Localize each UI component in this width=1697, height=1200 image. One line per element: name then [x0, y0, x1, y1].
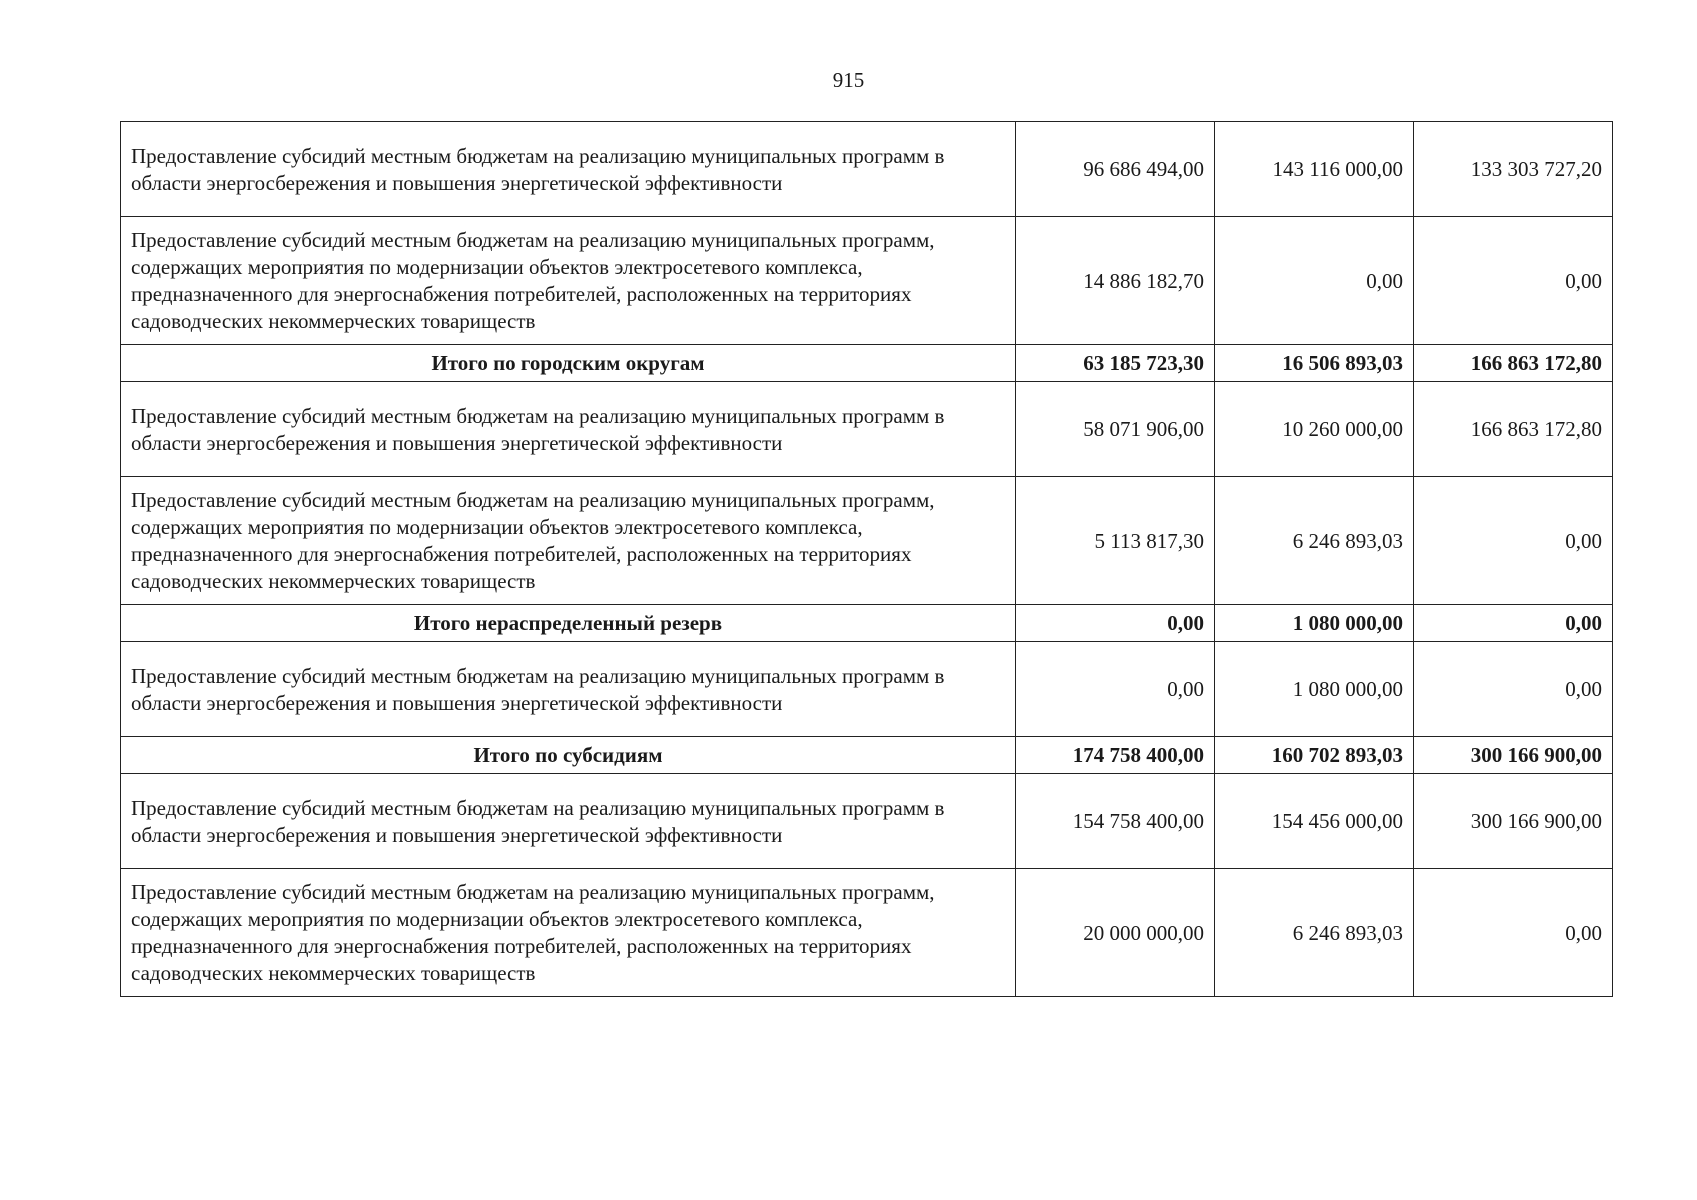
total-label: Итого нераспределенный резерв	[121, 605, 1016, 642]
row-description: Предоставление субсидий местным бюджетам на реализацию муниципальных программ в области энергосбережения и повышения энергетической эффективности	[121, 774, 1016, 869]
row-value-year-2: 10 260 000,00	[1215, 382, 1414, 477]
table-row	[121, 869, 1613, 997]
total-value-year-2: 160 702 893,03	[1215, 737, 1414, 774]
row-value-year-1: 20 000 000,00	[1016, 869, 1215, 997]
row-value-year-1: 0,00	[1016, 642, 1215, 737]
total-value-year-1: 63 185 723,30	[1016, 345, 1215, 382]
row-value-year-2: 6 246 893,03	[1215, 477, 1414, 605]
row-description: Предоставление субсидий местным бюджетам на реализацию муниципальных программ, содержащих мероприятия по модернизации объектов электросетевого комплекса, предназначенного для энергоснабжения потребителей, расположенных на территориях садоводческих некоммерческих товариществ	[121, 477, 1016, 605]
table-row	[121, 217, 1613, 345]
row-value-year-2: 154 456 000,00	[1215, 774, 1414, 869]
table-row	[121, 642, 1613, 737]
row-description: Предоставление субсидий местным бюджетам на реализацию муниципальных программ, содержащих мероприятия по модернизации объектов электросетевого комплекса, предназначенного для энергоснабжения потребителей, расположенных на территориях садоводческих некоммерческих товариществ	[121, 217, 1016, 345]
total-row	[121, 737, 1613, 774]
table-row	[121, 382, 1613, 477]
row-description: Предоставление субсидий местным бюджетам на реализацию муниципальных программ в области энергосбережения и повышения энергетической эффективности	[121, 642, 1016, 737]
row-value-year-3: 166 863 172,80	[1414, 382, 1613, 477]
table-row	[121, 774, 1613, 869]
row-value-year-3: 0,00	[1414, 217, 1613, 345]
table-row	[121, 477, 1613, 605]
total-value-year-3: 166 863 172,80	[1414, 345, 1613, 382]
total-value-year-2: 16 506 893,03	[1215, 345, 1414, 382]
row-value-year-3: 0,00	[1414, 642, 1613, 737]
row-description: Предоставление субсидий местным бюджетам на реализацию муниципальных программ в области энергосбережения и повышения энергетической эффективности	[121, 382, 1016, 477]
row-value-year-1: 14 886 182,70	[1016, 217, 1215, 345]
row-value-year-1: 96 686 494,00	[1016, 122, 1215, 217]
page-number: 915	[832, 68, 865, 92]
row-value-year-2: 0,00	[1215, 217, 1414, 345]
row-value-year-3: 0,00	[1414, 869, 1613, 997]
total-value-year-3: 300 166 900,00	[1414, 737, 1613, 774]
row-value-year-3: 0,00	[1414, 477, 1613, 605]
row-description: Предоставление субсидий местным бюджетам на реализацию муниципальных программ в области энергосбережения и повышения энергетической эффективности	[121, 122, 1016, 217]
row-value-year-3: 133 303 727,20	[1414, 122, 1613, 217]
subsidy-table	[120, 121, 1613, 997]
row-value-year-2: 1 080 000,00	[1215, 642, 1414, 737]
total-row	[121, 605, 1613, 642]
total-row	[121, 345, 1613, 382]
table-row	[121, 122, 1613, 217]
total-value-year-2: 1 080 000,00	[1215, 605, 1414, 642]
row-value-year-3: 300 166 900,00	[1414, 774, 1613, 869]
row-value-year-1: 5 113 817,30	[1016, 477, 1215, 605]
row-value-year-2: 6 246 893,03	[1215, 869, 1414, 997]
total-value-year-1: 0,00	[1016, 605, 1215, 642]
row-value-year-1: 154 758 400,00	[1016, 774, 1215, 869]
total-label: Итого по городским округам	[121, 345, 1016, 382]
row-value-year-2: 143 116 000,00	[1215, 122, 1414, 217]
row-description: Предоставление субсидий местным бюджетам на реализацию муниципальных программ, содержащих мероприятия по модернизации объектов электросетевого комплекса, предназначенного для энергоснабжения потребителей, расположенных на территориях садоводческих некоммерческих товариществ	[121, 869, 1016, 997]
total-value-year-1: 174 758 400,00	[1016, 737, 1215, 774]
total-value-year-3: 0,00	[1414, 605, 1613, 642]
row-value-year-1: 58 071 906,00	[1016, 382, 1215, 477]
total-label: Итого по субсидиям	[121, 737, 1016, 774]
